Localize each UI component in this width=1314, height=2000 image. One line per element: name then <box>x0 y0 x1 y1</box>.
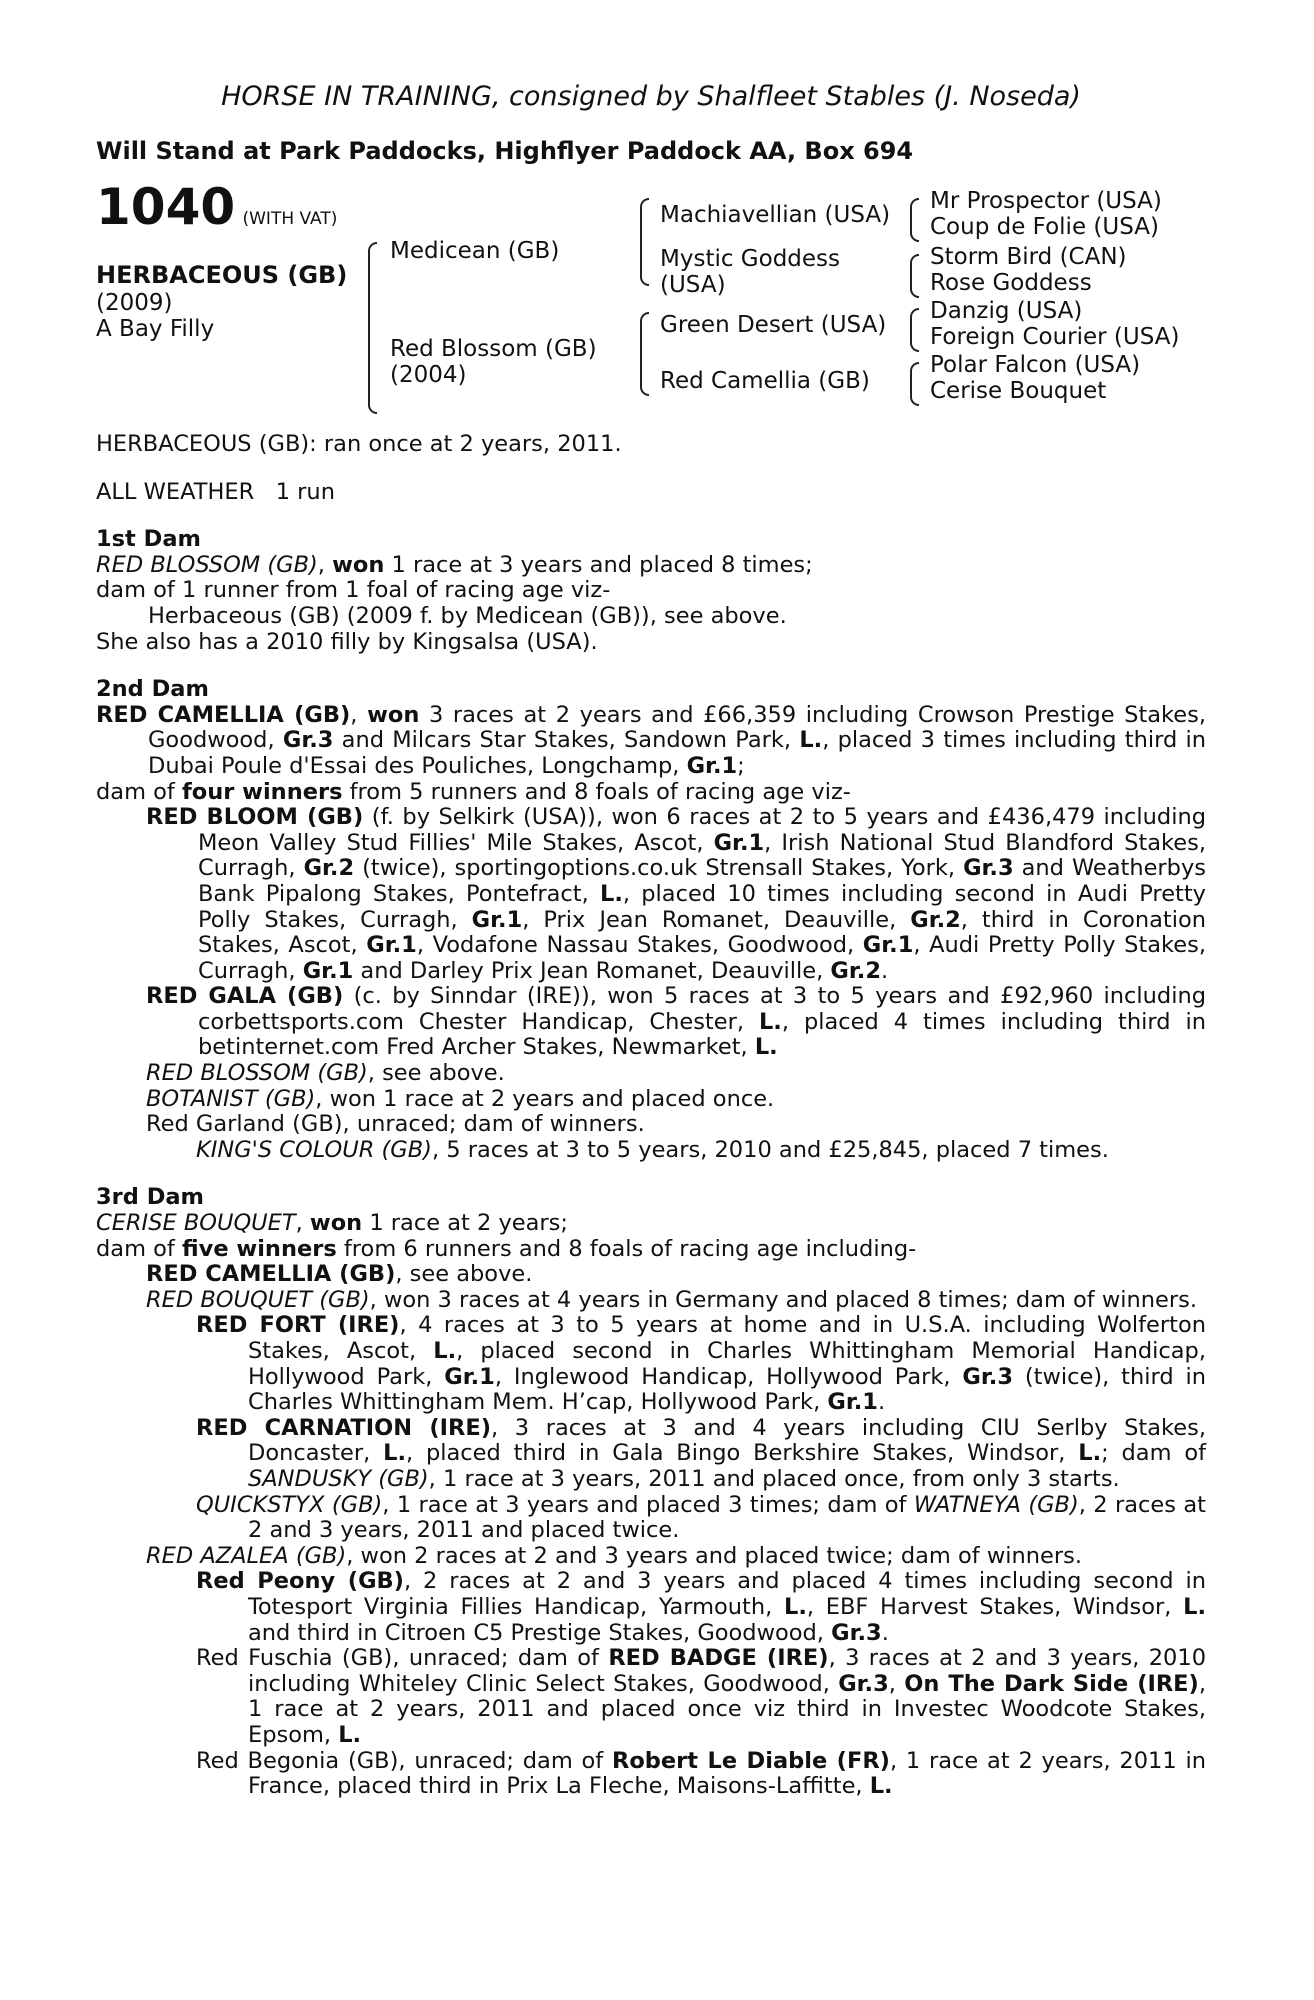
dam-line-bracket <box>640 312 649 396</box>
third-dam-heading: 3rd Dam <box>96 1184 204 1211</box>
text-run: RED BADGE (IRE) <box>608 1645 829 1672</box>
grand-produce-entry <box>96 1493 1206 1544</box>
catalogue-page <box>96 80 1206 1800</box>
stabling-location: Will Stand at Park Paddocks, Highflyer Paddock AA, Box 694 <box>96 137 914 165</box>
text-run: L. <box>599 880 623 907</box>
grand-produce-entry <box>96 1569 1206 1646</box>
text-run: , Irish National Stud Blandford Stakes, Curragh, <box>198 829 1206 882</box>
text-run: , <box>888 1670 905 1697</box>
grand-produce-entry <box>96 1313 1206 1415</box>
text-run: , see above. <box>395 1261 533 1288</box>
text-run: , 3 races at 3 and 4 years including CIU Serlby Stakes, Doncaster, <box>248 1414 1206 1467</box>
text-run: , Vodafone Nassau Stakes, Goodwood, <box>416 932 863 959</box>
text-run: dam of <box>96 778 182 805</box>
produce-entry <box>96 1544 1206 1570</box>
sire-line-bracket <box>640 198 649 286</box>
race-summary: HERBACEOUS (GB): ran once at 2 years, 2011. <box>96 431 622 457</box>
dss: Danzig (USA) <box>930 298 1083 324</box>
text-run: Red Peony (GB) <box>196 1568 404 1595</box>
sd-bracket <box>910 254 919 298</box>
text-run: , 2 races at 2 and 3 years and placed 4 times including second in Totesport Virginia Fillies Handicap, Yarmouth, <box>248 1568 1206 1620</box>
text-run: and Milcars Star Stakes, Sandown Park, <box>333 727 800 754</box>
text-run: Gr.3 <box>963 855 1014 882</box>
text-run: , placed 3 times including third in Dubai Poule d'Essai des Pouliches, Longchamp, <box>148 727 1206 779</box>
text-run: , won 1 race at 2 years and placed once. <box>315 1085 775 1112</box>
text-run: Gr.1 <box>366 932 417 959</box>
dam-sire: Green Desert (USA) <box>660 312 887 338</box>
text-run: (f. by Selkirk (USA)), won 6 races at 2 to 5 years and £436,479 including Meon Valley Stud Fillies' Mile Stakes, Ascot, <box>198 804 1206 856</box>
text-run: L. <box>383 1440 407 1467</box>
sdd: Rose Goddess <box>930 270 1092 296</box>
text-run: , <box>295 1210 310 1237</box>
text-run: Gr.3 <box>282 727 334 754</box>
text-run: , placed 10 times including second in Audi Pretty Polly Stakes, Curragh, <box>198 880 1206 933</box>
text-run: five winners <box>181 1235 337 1262</box>
text-run: ; dam of <box>1101 1440 1207 1467</box>
text-run: L. <box>1078 1440 1102 1467</box>
text-run: L. <box>754 1034 778 1061</box>
text-run: , 4 races at 3 to 5 years at home and in U.S.A. including Wolferton Stakes, Ascot, <box>248 1312 1206 1364</box>
pedigree-table <box>96 178 1206 432</box>
dam-dam: Red Camellia (GB) <box>660 368 870 394</box>
dam: Red Blossom (GB) <box>390 336 597 362</box>
text-run: Robert Le Diable (FR) <box>612 1747 890 1774</box>
text-run: RED CARNATION (IRE) <box>196 1414 492 1441</box>
text-run: L. <box>433 1338 457 1364</box>
ssd: Coup de Folie (USA) <box>930 214 1159 240</box>
text-run: four winners <box>181 778 343 805</box>
text-run: RED BLOSSOM (GB) <box>146 1060 368 1087</box>
text-run: , Prix Jean Romanet, Deauville, <box>522 906 911 933</box>
lot-number-row <box>96 178 338 236</box>
text-run: , <box>317 551 333 578</box>
text-run: Gr.3 <box>831 1619 882 1646</box>
text-run: RED GALA (GB) <box>146 983 344 1010</box>
second-dam-produce-line <box>96 780 1206 806</box>
text-run: CERISE BOUQUET <box>96 1210 296 1237</box>
text-run: , won 2 races at 2 and 3 years and placed twice; dam of winners. <box>346 1542 1082 1569</box>
text-run: won <box>367 701 420 728</box>
consignor-header: HORSE IN TRAINING, consigned by Shalfleet Stables (J. Noseda) <box>221 81 1081 112</box>
text-run: L. <box>758 1008 782 1035</box>
sire-dam-bracket <box>368 242 377 414</box>
text-run: , see above. <box>367 1060 505 1087</box>
text-run: SANDUSKY (GB) <box>248 1465 429 1492</box>
text-run: Gr.2 <box>303 855 355 882</box>
sds: Storm Bird (CAN) <box>930 244 1127 270</box>
text-run: Gr.2 <box>830 957 881 984</box>
dam-year: (2004) <box>390 362 467 388</box>
all-weather-row <box>96 480 1206 506</box>
text-run: (c. by Sinndar (IRE)), won 5 races at 3 to 5 years and £92,960 including corbettsports.com Chester Handicap, Chester, <box>198 983 1206 1035</box>
text-run: . <box>877 1389 886 1416</box>
race-record <box>96 432 1206 1800</box>
sire: Medicean (GB) <box>390 238 560 264</box>
produce-entry <box>96 1061 1206 1087</box>
text-run: Gr.1 <box>827 1389 878 1416</box>
text-run: L. <box>869 1773 893 1800</box>
first-dam-section <box>96 527 1206 655</box>
horse-name: HERBACEOUS (GB) <box>96 261 348 289</box>
text-run: RED CAMELLIA (GB) <box>146 1261 396 1288</box>
second-dam-record <box>96 703 1206 780</box>
text-run: QUICKSTYX (GB) <box>196 1491 383 1518</box>
sire-dam-country: (USA) <box>660 272 726 298</box>
text-run: BOTANIST (GB) <box>146 1085 316 1112</box>
text-run: , EBF Harvest Stakes, Windsor, <box>806 1593 1184 1620</box>
text-run: (twice), sportingoptions.co.uk Strensall Stakes, York, <box>354 855 964 882</box>
text-run: and Weatherbys Bank Pipalong Stakes, Pontefract, <box>198 855 1207 907</box>
text-run: L. <box>784 1593 807 1620</box>
text-run: , 2 races at 2 and 3 years, 2011 and placed twice. <box>248 1491 1206 1544</box>
second-dam-heading: 2nd Dam <box>96 676 209 703</box>
text-run: and third in Citroen C5 Prestige Stakes, Goodwood, <box>248 1619 832 1646</box>
sire-sire: Machiavellian (USA) <box>660 202 891 228</box>
first-dam-heading: 1st Dam <box>96 526 201 553</box>
text-run: Gr.2 <box>910 906 961 933</box>
text-run: from 6 runners and 8 foals of racing age including- <box>336 1235 917 1262</box>
text-run: won <box>332 551 385 578</box>
text-run: 1 race at 2 years; <box>362 1210 568 1237</box>
dsd: Foreign Courier (USA) <box>930 324 1180 350</box>
text-run: , won 3 races at 4 years in Germany and placed 8 times; dam of winners. <box>369 1286 1198 1313</box>
text-run: RED BLOOM (GB) <box>146 804 364 831</box>
text-run: RED FORT (IRE) <box>196 1312 400 1339</box>
text-run: L. <box>1183 1593 1206 1620</box>
text-run: RED BOUQUET (GB) <box>146 1286 370 1313</box>
ss-bracket <box>910 198 919 242</box>
text-run: Red Garland (GB), unraced; dam of winners. <box>146 1111 645 1138</box>
text-run: L. <box>799 727 823 754</box>
text-run: from 5 runners and 8 foals of racing age viz- <box>342 778 851 805</box>
text-run: , 1 race at 3 years, 2011 and placed once, from only 3 starts. <box>428 1465 1120 1492</box>
first-dam-note: She also has a 2010 filly by Kingsalsa (USA). <box>96 628 598 655</box>
text-run: Gr.1 <box>444 1363 495 1390</box>
first-dam-foal: Herbaceous (GB) (2009 f. by Medicean (GB)), see above. <box>148 602 787 629</box>
grand-produce-entry <box>96 1416 1206 1493</box>
text-run: Gr.1 <box>862 932 914 959</box>
first-dam-produce-line: dam of 1 runner from 1 foal of racing age viz- <box>96 577 611 604</box>
text-run: Gr.1 <box>302 957 354 984</box>
text-run: WATNEYA (GB) <box>913 1491 1079 1518</box>
first-dam-line <box>96 553 1206 579</box>
text-run: . <box>881 1619 889 1646</box>
grand-produce-entry <box>96 1646 1206 1748</box>
vat-note: (WITH VAT) <box>242 209 338 229</box>
ds-bracket <box>910 308 919 352</box>
ddd: Cerise Bouquet <box>930 378 1107 404</box>
third-dam-record <box>96 1211 1206 1237</box>
text-run: On The Dark Side (IRE) <box>904 1670 1199 1697</box>
text-run: Gr.1 <box>713 829 765 856</box>
text-run: Red Fuschia (GB), unraced; dam of <box>196 1645 609 1672</box>
lot-number: 1040 <box>96 178 236 236</box>
text-run: , 3 races at 2 and 3 years, 2010 including Whiteley Clinic Select Stakes, Goodwood, <box>248 1645 1207 1697</box>
sire-dam: Mystic Goddess <box>660 246 841 272</box>
text-run: KING'S COLOUR (GB) <box>196 1136 432 1163</box>
dd-bracket <box>910 362 919 406</box>
text-run: RED AZALEA (GB) <box>146 1542 347 1569</box>
produce-entry <box>96 1262 1206 1288</box>
produce-entry <box>96 805 1206 984</box>
text-run: , Inglewood Handicap, Hollywood Park, <box>494 1363 963 1390</box>
text-run: L. <box>338 1721 362 1748</box>
third-dam-produce-line <box>96 1237 1206 1263</box>
dds: Polar Falcon (USA) <box>930 352 1141 378</box>
text-run: won <box>309 1210 363 1237</box>
text-run: , third in Coronation Stakes, Ascot, <box>198 906 1206 959</box>
produce-entry <box>96 1288 1206 1314</box>
all-weather-label: ALL WEATHER <box>96 478 255 505</box>
grand-produce-entry <box>96 1749 1206 1800</box>
text-run: , 1 race at 3 years and placed 3 times; dam of <box>382 1491 914 1518</box>
text-run: 1 race at 3 years and placed 8 times; <box>384 551 813 578</box>
text-run: RED CAMELLIA (GB) <box>96 701 351 728</box>
text-run: Gr.1 <box>471 906 523 933</box>
third-dam-section <box>96 1185 1206 1799</box>
text-run: , <box>350 701 368 728</box>
text-run: . <box>880 957 889 984</box>
foaling-year: (2009) <box>96 290 173 316</box>
text-run: , 1 race at 2 years, 2011 in France, placed third in Prix La Fleche, Maisons-Laffitte, <box>248 1747 1206 1800</box>
text-run: , 5 races at 3 to 5 years, 2010 and £25,845, placed 7 times. <box>431 1136 1109 1163</box>
text-run: , placed third in Gala Bingo Berkshire Stakes, Windsor, <box>406 1440 1079 1467</box>
text-run: Gr.1 <box>686 752 738 779</box>
text-run: dam of <box>96 1235 182 1262</box>
text-run: , placed 4 times including third in betinternet.com Fred Archer Stakes, Newmarket, <box>198 1008 1206 1061</box>
text-run: , 1 race at 2 years, 2011 and placed once viz third in Investec Woodcote Stakes, Epsom, <box>248 1670 1206 1748</box>
text-run: and Darley Prix Jean Romanet, Deauville, <box>353 957 831 984</box>
produce-entry <box>96 1087 1206 1113</box>
text-run: ; <box>737 752 745 779</box>
produce-entry <box>96 1112 1206 1138</box>
text-run: Gr.3 <box>962 1363 1013 1390</box>
text-run: , placed second in Charles Whittingham Memorial Handicap, Hollywood Park, <box>248 1338 1206 1390</box>
sss: Mr Prospector (USA) <box>930 188 1162 214</box>
text-run: , Audi Pretty Polly Stakes, Curragh, <box>198 932 1206 984</box>
horse-description: A Bay Filly <box>96 316 215 342</box>
second-dam-section <box>96 677 1206 1163</box>
text-run: 3 races at 2 years and £66,359 including Crowson Prestige Stakes, Goodwood, <box>148 701 1207 754</box>
text-run: (twice), third in Charles Whittingham Mem. H’cap, Hollywood Park, <box>248 1363 1206 1416</box>
text-run: Red Begonia (GB), unraced; dam of <box>196 1747 613 1774</box>
text-run: Gr.3 <box>838 1670 889 1697</box>
all-weather-value: 1 run <box>275 478 335 505</box>
grand-produce-entry <box>96 1138 1206 1164</box>
text-run: RED BLOSSOM (GB) <box>96 551 318 578</box>
produce-entry <box>96 984 1206 1061</box>
